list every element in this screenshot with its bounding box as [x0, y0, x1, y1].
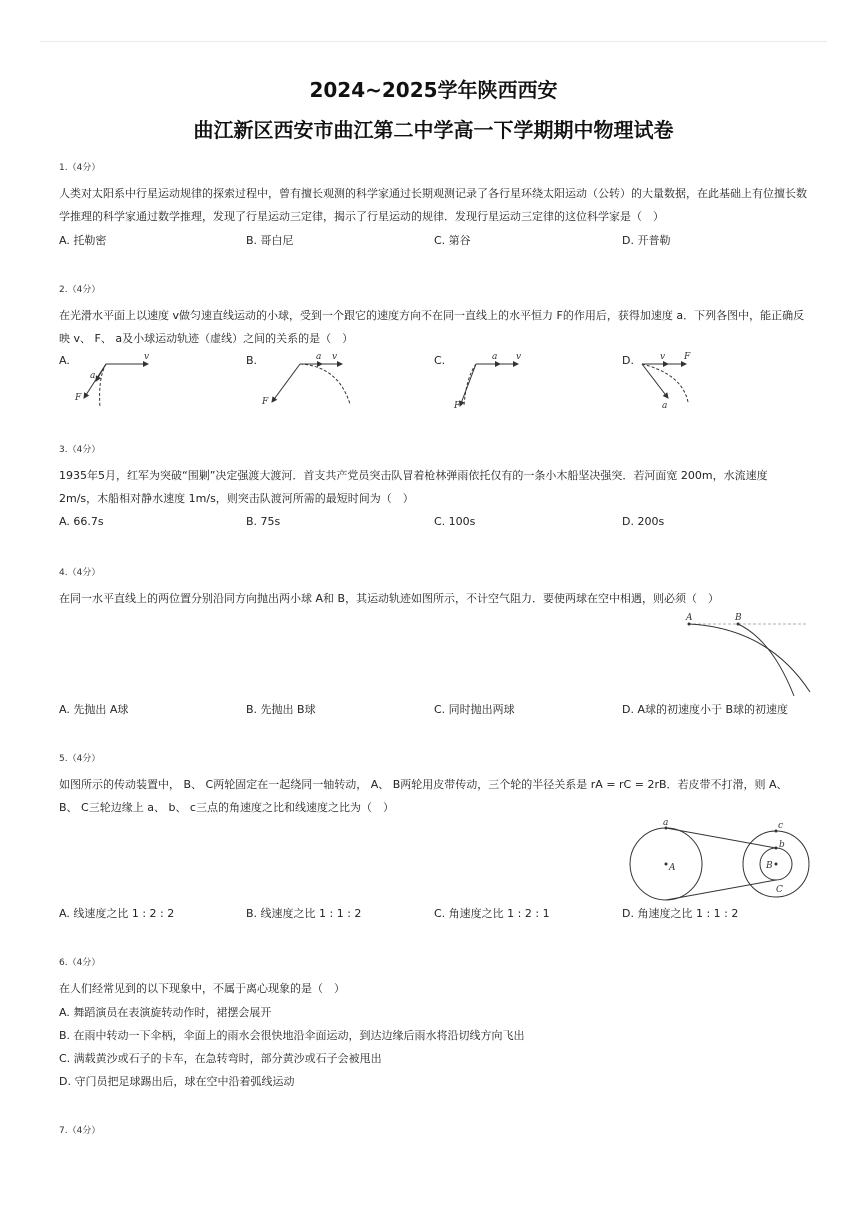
question-4-option-b[interactable]: B. 先抛出 B球 — [246, 703, 316, 716]
question-1-option-d[interactable]: D. 开普勒 — [622, 234, 671, 247]
question-2-option-a[interactable]: A. — [59, 354, 70, 367]
question-6-option-a[interactable]: A. 舞蹈演员在表演旋转动作时，裙摆会展开 — [59, 1006, 272, 1019]
question-4-text: 在同一水平直线上的两位置分别沿同方向抛出两小球 A和 B，其运动轨迹如图所示，不计空气阻力．要使两球在空中相遇，则必须（ ） — [59, 592, 720, 605]
q5-label-b: b — [779, 840, 785, 850]
page-top-rule — [40, 41, 827, 42]
question-4-option-d[interactable]: D. A球的初速度小于 B球的初速度 — [622, 703, 789, 716]
question-1-option-a[interactable]: A. 托勒密 — [59, 234, 107, 247]
question-1-option-c[interactable]: C. 第谷 — [434, 234, 471, 247]
exam-title-line1: 2024~2025学年陕西西安 — [309, 78, 558, 102]
question-6-number: 6.（4分） — [59, 958, 101, 968]
q5-label-a: a — [663, 818, 669, 828]
question-5-option-c[interactable]: C. 角速度之比 1 : 2 : 1 — [434, 907, 550, 920]
question-5-option-d[interactable]: D. 角速度之比 1 : 1 : 2 — [622, 907, 739, 920]
exam-title-line2: 曲江新区西安市曲江第二中学高一下学期期中物理试卷 — [193, 118, 674, 142]
question-3-option-a[interactable]: A. 66.7s — [59, 515, 104, 528]
q2a-label-a: a — [90, 371, 96, 381]
q4-label-a: A — [686, 613, 693, 623]
q5-label-wheel-a: A — [669, 863, 676, 873]
question-3-option-c[interactable]: C. 100s — [434, 515, 476, 528]
q5-label-wheel-c: C — [776, 885, 783, 895]
question-5-option-b[interactable]: B. 线速度之比 1 : 1 : 2 — [246, 907, 362, 920]
question-5-option-a[interactable]: A. 线速度之比 1 : 2 : 2 — [59, 907, 175, 920]
q2d-label-a: a — [662, 401, 668, 411]
question-2-option-b[interactable]: B. — [246, 354, 258, 367]
q2c-label-v: v — [516, 352, 522, 362]
question-3-option-b[interactable]: B. 75s — [246, 515, 281, 528]
q2-diagram-b — [262, 348, 357, 413]
q2c-label-a: a — [492, 352, 498, 362]
q2b-label-f: F — [262, 397, 269, 407]
question-6-option-d[interactable]: D. 守门员把足球踢出后，球在空中沿着弧线运动 — [59, 1075, 295, 1088]
q4-trajectory-diagram — [676, 608, 816, 700]
q2a-label-v: v — [144, 352, 150, 362]
q2-diagram-c — [450, 348, 540, 413]
question-3-text: 1935年5月，红军为突破“围剿”决定强渡大渡河．首支共产党员突击队冒着枪林弹雨依托仅有的一条小木船坚决强突．若河面宽 200m，水流速度 2m/s，木船相对静水速度 1m/s，则突击队渡河所需的最短时间为（ ） — [59, 469, 768, 505]
q2-diagram-a — [70, 348, 160, 413]
q2d-label-f: F — [684, 352, 691, 362]
q2d-label-v: v — [660, 352, 666, 362]
question-1-text: 人类对太阳系中行星运动规律的探索过程中，曾有擅长观测的科学家通过长期观测记录了各行星环绕太阳运动（公转）的大量数据，在此基础上有位擅长数学推理的科学家通过数学推理，发现了行星运动三定律，揭示了行星运动的规律．发现行星运动三定律的这位科学家是（ ） — [59, 187, 807, 223]
question-2-text: 在光滑水平面上以速度 v做匀速直线运动的小球，受到一个跟它的速度方向不在同一直线上的水平恒力 F的作用后，获得加速度 a．下列各图中，能正确反映 v、 F、 a及小球运动轨迹（虚线）之间的关系的是（ ） — [59, 309, 805, 345]
question-5-number: 5.（4分） — [59, 754, 101, 764]
question-4-option-a[interactable]: A. 先抛出 A球 — [59, 703, 129, 716]
question-1-option-b[interactable]: B. 哥白尼 — [246, 234, 294, 247]
q5-label-wheel-b: B — [766, 861, 773, 871]
question-2-number: 2.（4分） — [59, 285, 101, 295]
question-3-option-d[interactable]: D. 200s — [622, 515, 665, 528]
q2b-label-v: v — [332, 352, 338, 362]
question-7-number: 7.（4分） — [59, 1126, 101, 1136]
q2a-label-f: F — [75, 393, 82, 403]
q2b-label-a: a — [316, 352, 322, 362]
q2c-label-f: F — [454, 401, 461, 411]
question-6-text: 在人们经常见到的以下现象中，不属于离心现象的是（ ） — [59, 982, 345, 995]
q2-diagram-d — [636, 348, 726, 413]
q5-label-c: c — [778, 821, 784, 831]
q4-label-b: B — [735, 613, 742, 623]
question-3-number: 3.（4分） — [59, 445, 101, 455]
question-6-option-c[interactable]: C. 满载黄沙或石子的卡车，在急转弯时，部分黄沙或石子会被甩出 — [59, 1052, 382, 1065]
question-4-option-c[interactable]: C. 同时抛出两球 — [434, 703, 515, 716]
question-4-number: 4.（4分） — [59, 568, 101, 578]
question-6-option-b[interactable]: B. 在雨中转动一下伞柄，伞面上的雨水会很快地沿伞面运动，到达边缘后雨水将沿切线方向飞出 — [59, 1029, 525, 1042]
question-2-option-c[interactable]: C. — [434, 354, 446, 367]
question-2-option-d[interactable]: D. — [622, 354, 634, 367]
q5-belt-drive-diagram — [622, 818, 817, 903]
question-5-text: 如图所示的传动装置中， B、 C两轮固定在一起绕同一轴转动， A、 B两轮用皮带传动，三个轮的半径关系是 rA = rC = 2rB．若皮带不打滑，则 A、 B、 C三轮边缘上 a、 b、 c三点的角速度之比和线速度之比为（ ） — [59, 778, 788, 814]
question-1-number: 1.（4分） — [59, 163, 101, 173]
